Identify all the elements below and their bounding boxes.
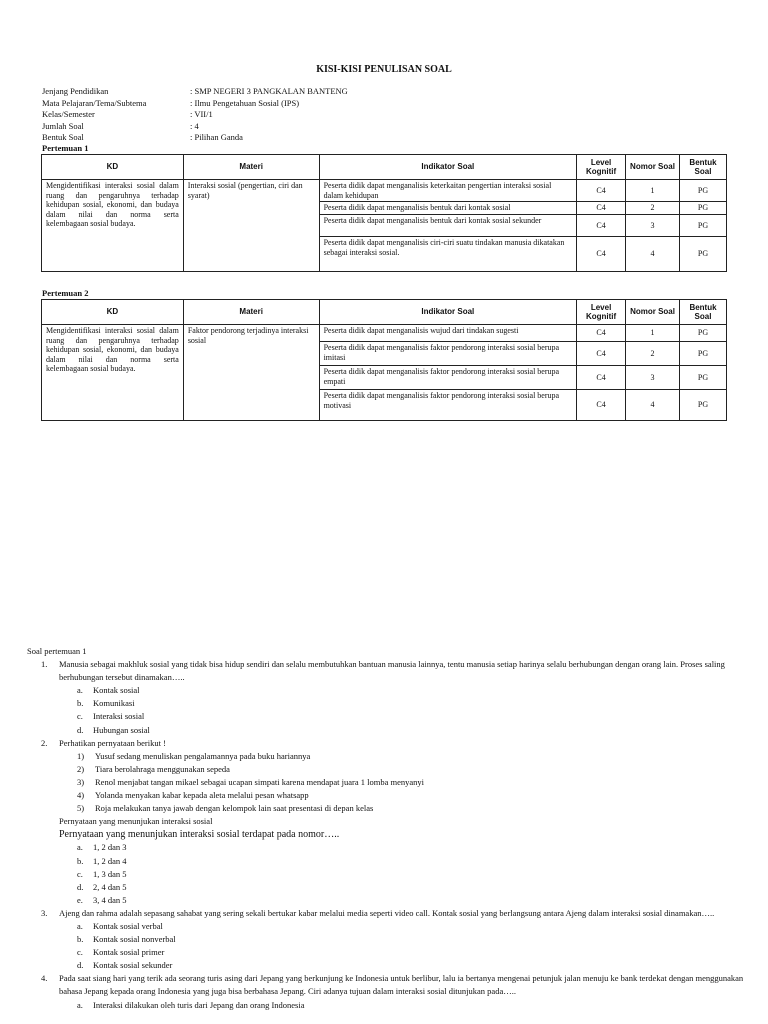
option-b [59, 855, 747, 868]
soal-section [27, 645, 747, 1012]
meta-value: : Pilihan Ganda [190, 132, 243, 142]
page-title: KISI-KISI PENULISAN SOAL [316, 64, 452, 75]
header-nomor: Nomor Soal [626, 300, 680, 325]
level-cell: C4 [577, 180, 626, 202]
meta-row-kelas [42, 109, 348, 121]
meta-label: Jenjang Pendidikan [42, 86, 109, 96]
option-letter: e. [77, 894, 83, 905]
indikator-cell: Peserta didik dapat menganalisis bentuk dari kontak sosial sekunder [319, 215, 576, 237]
question-text: Pada saat siang hari yang terik ada seorang turis asing dari Jepang yang berkunjung ke Indonesia untuk berlibur, lalu ia bertanya mengenai petunjuk jalan menuju ke bank terdekat dengan menggunakan bahasa Jepang kepada orang Indonesia yang juga bisa berbahasa Jepang. Ciri adanya tujuan dalam interaksi sosial ditunjukan pada….. [59, 973, 744, 997]
indikator-cell: Peserta didik dapat menganalisis faktor pendorong interaksi sosial berupa empati [319, 366, 577, 390]
question-text: Ajeng dan rahma adalah sepasang sahabat yang sering sekali bertukar kabar melalui media seperti video call. Kontak sosial yang berlangsung antara Ajeng dalam interaksi sosial dinamakan….. [59, 907, 715, 918]
question-number: 2. [41, 737, 48, 748]
level-cell: C4 [577, 366, 626, 390]
bentuk-cell: PG [680, 390, 727, 421]
option-text: 1, 2 dan 3 [93, 842, 127, 853]
meta-label: Bentuk Soal [42, 132, 84, 142]
header-bentuk: Bentuk Soal [680, 300, 727, 325]
meta-row-mapel [42, 98, 348, 110]
header-materi: Materi [183, 155, 319, 180]
header-bentuk: Bentuk Soal [679, 155, 726, 180]
statement-number: 5) [77, 803, 85, 814]
level-cell: C4 [577, 390, 626, 421]
level-cell: C4 [577, 215, 626, 237]
question-number: 3. [41, 907, 48, 918]
option-d [59, 881, 747, 894]
materi-cell: Interaksi sosial (pengertian, ciri dan syarat) [183, 180, 319, 272]
option-text: 2, 4 dan 5 [93, 881, 127, 892]
meta-row-jenjang [42, 86, 348, 98]
option-letter: b. [77, 934, 84, 945]
header-materi: Materi [183, 300, 319, 325]
indikator-cell: Peserta didik dapat menganalisis bentuk dari kontak sosial [319, 202, 576, 215]
statement-number: 3) [77, 776, 85, 787]
statement-number: 4) [77, 790, 85, 801]
bentuk-cell: PG [679, 237, 726, 272]
statement-3 [59, 776, 747, 789]
header-kd: KD [42, 300, 184, 325]
meta-label: Kelas/Semester [42, 109, 95, 119]
statement-text: Yolanda menyakan kabar kepada aleta melalui pesan whatsapp [95, 790, 309, 801]
question-4 [27, 972, 747, 1011]
meta-row-jumlah [42, 121, 348, 133]
option-c [59, 868, 747, 881]
table-row [42, 325, 727, 342]
bentuk-cell: PG [680, 342, 727, 366]
meta-label: Jumlah Soal [42, 120, 84, 131]
option-letter: a. [77, 999, 83, 1010]
option-letter: a. [77, 685, 83, 696]
question-number: 4. [41, 973, 48, 984]
statement-4 [59, 789, 747, 802]
document-meta [42, 86, 348, 144]
meeting-label-1: Pertemuan 1 [42, 143, 89, 153]
bentuk-cell: PG [679, 215, 726, 237]
option-c [59, 710, 747, 723]
grid-table-pertemuan-2 [41, 299, 727, 421]
meeting-label-2: Pertemuan 2 [42, 288, 89, 298]
option-text: Kontak sosial verbal [93, 920, 163, 931]
option-text: Komunikasi [93, 698, 135, 709]
nomor-cell: 3 [626, 215, 680, 237]
option-b [59, 697, 747, 710]
indikator-cell: Peserta didik dapat menganalisis keterkaitan pengertian interaksi sosial dalam kehidupan [319, 180, 576, 202]
option-letter: d. [77, 960, 84, 971]
option-a [59, 684, 747, 697]
question-3 [27, 907, 747, 972]
option-letter: b. [77, 855, 84, 866]
indikator-cell: Peserta didik dapat menganalisis faktor pendorong interaksi sosial berupa imitasi [319, 342, 577, 366]
header-level: Level Kognitif [577, 155, 626, 180]
header-level: Level Kognitif [577, 300, 626, 325]
statement-2 [59, 763, 747, 776]
statement-1 [59, 750, 747, 763]
option-text: Kontak sosial nonverbal [93, 934, 176, 945]
grid-table-pertemuan-1 [41, 154, 727, 272]
header-indikator: Indikator Soal [319, 155, 576, 180]
nomor-cell: 2 [626, 202, 680, 215]
option-letter: d. [77, 724, 84, 735]
statement-text: Roja melakukan tanya jawab dengan kelompok lain saat presentasi di depan kelas [95, 803, 374, 814]
nomor-cell: 2 [626, 342, 680, 366]
statement-number: 2) [77, 763, 85, 774]
level-cell: C4 [577, 325, 626, 342]
option-e [59, 894, 747, 907]
option-text: Hubungan sosial [93, 724, 150, 735]
option-d [59, 724, 747, 737]
kd-cell: Mengidentifikasi interaksi sosial dalam ruang dan pengaruhnya terhadap kehidupan sosial, ekonomi, dan budaya dalam nilai dan norma serta kelembagaan sosial budaya. [42, 180, 184, 272]
meta-row-bentuk [42, 132, 348, 144]
materi-cell: Faktor pendorong terjadinya interaksi sosial [183, 325, 319, 421]
question-prompt: Pernyataan yang menunjukan interaksi sosial terdapat pada nomor….. [59, 829, 340, 841]
bentuk-cell: PG [680, 366, 727, 390]
question-number: 1. [41, 659, 48, 670]
soal-heading: Soal pertemuan 1 [27, 646, 87, 656]
nomor-cell: 1 [626, 180, 680, 202]
option-a [59, 999, 747, 1012]
meta-value: : VII/1 [190, 109, 213, 119]
header-kd: KD [42, 155, 184, 180]
option-d [59, 959, 747, 972]
nomor-cell: 1 [626, 325, 680, 342]
statement-text: Tiara berolahraga menggunakan sepeda [95, 763, 230, 774]
question-text: Manusia sebagai makhluk sosial yang tidak bisa hidup sendiri dan selalu membutuhkan bantuan manusia lainnya, tentu manusia setiap harinya selalu berhubungan dengan orang lain. Proses saling berhubungan tersebut dinamakan….. [59, 659, 725, 683]
bentuk-cell: PG [680, 325, 727, 342]
question-1 [27, 658, 747, 737]
level-cell: C4 [577, 237, 626, 272]
option-letter: c. [77, 711, 83, 722]
option-letter: b. [77, 698, 84, 709]
meta-label: Mata Pelajaran/Tema/Subtema [42, 97, 147, 108]
table-header-row [42, 300, 727, 325]
meta-value: : Ilmu Pengetahuan Sosial (IPS) [190, 97, 300, 108]
indikator-cell: Peserta didik dapat menganalisis wujud dari tindakan sugesti [319, 325, 577, 342]
header-indikator: Indikator Soal [319, 300, 577, 325]
meta-value: : 4 [190, 120, 199, 131]
bentuk-cell: PG [679, 202, 726, 215]
kd-cell: Mengidentifikasi interaksi sosial dalam ruang dan pengaruhnya terhadap kehidupan sosial, ekonomi, dan budaya dalam nilai dan norma serta kelembagaan sosial budaya. [42, 325, 184, 421]
option-letter: d. [77, 881, 84, 892]
indikator-cell: Peserta didik dapat menganalisis ciri-ciri suatu tindakan manusia dikatakan sebagai interaksi sosial. [319, 237, 576, 272]
question-text: Perhatikan pernyataan berikut ! [59, 737, 166, 748]
option-text: 1, 2 dan 4 [93, 855, 127, 866]
bentuk-cell: PG [679, 180, 726, 202]
question-2 [27, 737, 747, 907]
option-a [59, 841, 747, 854]
level-cell: C4 [577, 342, 626, 366]
statement-text: Yusuf sedang menuliskan pengalamannya pada buku hariannya [95, 750, 311, 761]
indikator-cell: Peserta didik dapat menganalisis faktor pendorong interaksi sosial berupa motivasi [319, 390, 577, 421]
option-text: 3, 4 dan 5 [93, 894, 127, 905]
level-cell: C4 [577, 202, 626, 215]
option-letter: c. [77, 868, 83, 879]
meta-value: : SMP NEGERI 3 PANGKALAN BANTENG [190, 86, 348, 96]
nomor-cell: 4 [626, 237, 680, 272]
option-text: Interaksi dilakukan oleh turis dari Jepang dan orang Indonesia [93, 999, 305, 1010]
question-extra-text: Pernyataan yang menunjukan interaksi sosial [59, 816, 213, 827]
option-b [59, 933, 747, 946]
table-header-row [42, 155, 727, 180]
option-letter: a. [77, 920, 83, 931]
nomor-cell: 3 [626, 366, 680, 390]
option-letter: c. [77, 947, 83, 958]
option-text: 1, 3 dan 5 [93, 868, 127, 879]
statement-5 [59, 802, 747, 815]
option-c [59, 946, 747, 959]
statement-text: Renol menjabat tangan mikael sebagai ucapan simpati karena mendapat juara 1 lomba menyanyi [95, 776, 425, 787]
option-text: Kontak sosial sekunder [93, 960, 173, 971]
statement-number: 1) [77, 750, 85, 761]
header-nomor: Nomor Soal [626, 155, 680, 180]
option-text: Kontak sosial [93, 685, 140, 696]
option-text: Interaksi sosial [93, 711, 145, 722]
option-text: Kontak sosial primer [93, 947, 165, 958]
table-row [42, 180, 727, 202]
option-letter: a. [77, 842, 83, 853]
nomor-cell: 4 [626, 390, 680, 421]
option-a [59, 920, 747, 933]
